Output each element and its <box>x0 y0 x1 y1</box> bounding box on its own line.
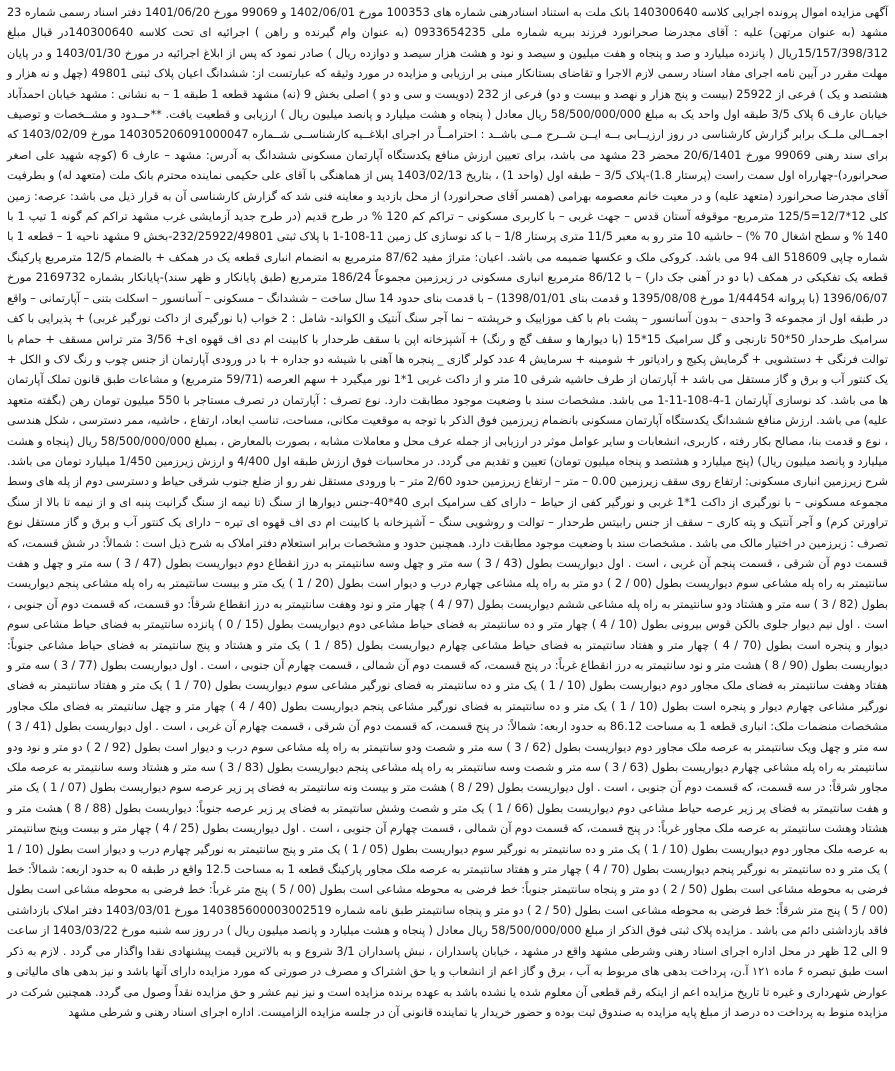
auction-notice-text: آگهی مزایده اموال پرونده اجرایی کلاسه 140300640 بانک ملت به استناد اسنادرهنی شماره های 100353 مورخ 1402/06/01 و 99069 مورخ 1401/06/20 دفتر اسناد رسمی شماره 23 مشهد (به عنوان مرتهن) علیه : آقای مجدرضا صحرانورد فرزند ببریه شماره ملی 0933654235 (به عنوان وام گیرنده و راهن ) اجرائیه ای تحت کلاسه 140300640در قبال مبلغ 15/157/398/312ریال ( پانزده میلیارد و صد و پنجاه و هفت میلیون و سیصد و نود و هشت هزار سیصد و دوازده ریال ) صادر نمود که پس از ابلاغ اجرائیه در مورخ 1403/01/30 و در پایان مهلت مقرر در آیین نامه اجرای مفاد اسناد رسمی لازم الاجرا و تقاضای بستانکار مبنی بر ارزیابی و مزایده در مورد وثیقه که عبارتست از: ششدانگ اعیان پلاک ثبتی 49801 (چهل و نه هزار و هشتصد و یک ) فرعی از 25922 (بیست و پنج هزار و نهصد و بیست و دو) فرعی از 232 (دویست و سی و دو ) اصلی بخش 9 (نه) مشهد قطعه 1 طبقه 1 – به نشانی : مشهد خیابان احمدآباد خیابان عارف 6 پلاک 3/5 طبقه اول واحد یک به مبلغ 58/500/000/000 ریال معادل ( پنجاه و هشت میلیارد و پانصد میلیون ریال ) ارزیابی و قطعیت یافت. **حــدود و مشــخصات و توصیف اجمــالی ملــک برابر گزارش کارشناسی در روز ارزیــابی بــه ایــن شــرح مــی باشــد : احترامــاً در اجرای ابلاغــیه کارشناســی شــماره 140305206091000047 مورخ 1403/02/09 که برای سند رهنی 99069 مورخ 20/6/1401 محضر 23 مشهد می باشد، برای تعیین ارزش منافع یکدستگاه آپارتمان مسکونی ششدانگ به آدرس: مشهد – عارف 6 (کوچه شهید علی اصغر صحرانورد)-چهارراه اول سمت راست (پرستار 1.8)-پلاک 3/5 – طبقه اول (واحد 1) ، بتاریخ 1403/02/13 پس از هماهنگی با آقای علی حکیمی نماینده محترم بانک ملت (متعهد له) و بطرفیت آقای مجدرضا صحرانورد (متعهد علیه) و در معیت خانم معصومه بهرامی (همسر آقای صحرانورد) از محل بازدید و معاینه فنی شد که گزارش کارشناسی آن به قرار ذیل می باشد: عرصه: زمین کلی 12*12/7=125/5 مترمربع- موقوفه آستان قدس – جهت غربی – با کاربری مسکونی – تراکم کم 120 % در طرح قدیم (در طرح جدید آزمایشی غرب مشهد تراکم کم گونه 1 تیپ 1 با 140 % و سطح اشغال 70 %) – حاشیه 10 متر رو به معبر 11/5 متری پرستار 1/8 – با کد نوسازی کل زمین 11-108-1 با پلاک ثبتی 232/25922/49801-بخش 9 مشهد ناحیه 1 – قطعه 1 با شماره چاپی 518609 الف 94 می باشد. کروکی ملک و عکسها ضمیمه می باشد. اعیان: متراژ مفید 87/62 مترمربع به انضمام انباری قطعه یک در همکف + بالضمام 12/5 مترمربع پارکینگ قطعه یک تفکیکی در همکف (با دو در آهنی جک دار) – با 86/12 مترمربع انباری مسکونی در زیرزمین مجموعاً 186/24 مترمربع (طبق پایانکار و ظهر سند)-پایانکار بشماره 2169732 مورخ 1396/06/07 (با پروانه 1/44454 مورخ 1395/08/08 و قدمت بنای 1398/01/01) – با قدمت بنای حدود 14 سال ساخت – ششدانگ – مسکونی – آسانسور – اسکلت بتنی – آپارتمانی – واقع در طبقه اول از مجموعه 3 واحدی – بدون آسانسور – پشت بام با کف موزاییک و خرپشته – نما آجر سنگ آنتیک و الکواند- شامل : 2 خواب (با نورگیری از داکت نورگیر غربی) + پذیرایی با کف سرامیک طرحدار 50*50 تارنجی و گل سرامیک 15*15 (با دیوارها و سقف گچ و رنگ) + آشپزخانه اپن با سقف طرحدار با کابینت ام دی اف قهوه ای+ 3/56 متر تراس مسقف + حمام با توالت فرنگی + دستشویی + گرمایش پکیج و رادیاتور + شومینه + سرمایش 4 عدد کولر گازی _ پنجره ها آهنی با شیشه دو جداره + با در ورودی آپارتمان از جنس چوب و رنگ لاک و الکل + یک کنتور آب و برق و گاز مستقل می باشد + آپارتمان از طرف حاشیه شرقی 10 متر و از داکت غربی 1*1 نور میگیرد + سهم العرصه (59/71 مترمربع) و مشاعات طبق قانون تملک آپارتمان ها می باشد. کد نوسازی آپارتمان 1-4-108-11-1 می باشد. مشخصات سند با وضعیت موجود مطابقت دارد. نوع تصرف : آپارتمان در تصرف مستاجر با 550 میلیون تومان رهن (بگفته متعهد علیه) می باشد. ارزش منافع ششدانگ یکدستگاه آپارتمان مسکونی بانضمام زیرزمین فوق الذکر با توجه به موقعیت مکانی، مساحت، تناسب ابعاد، ارتفاع ، حاشیه، ممر دسترسی ، شکل هندسی ، نوع و قدمت بنا، مصالح بکار رفته ، کاربری، انشعابات و سایر عوامل موثر در ارزیابی از جمله عرف محل و معاملات مشابه ، بصورت بالمعارض ، بمبلغ 58/500/000/000 ریال (پنجاه و هشت میلیارد و پانصد میلیون ریال) (پنج میلیارد و هشتصد و پنجاه میلیون تومان) تعیین و تقدیم می گردد. در محاسبات فوق ارزش طبقه اول 4/400 و ارزش زیرزمین 1/450 میلیارد تومان می باشد. شرح زیرزمین انباری مسکونی: ارتفاع روی سقف زیرزمین 0.00 – متر – ارتفاع زیرزمین حدود 2/60 متر – با ورودی مستقل نفر رو از ضلع جنوب شرقی حیاط و دسترسی دوم از پله های وسط مجموعه مسکونی – با نورگیری از داکت 1*1 غربی و نورگیر کفی از حیاط – دارای کف سرامیک ابری 40*40-جنس دیوارها از سنگ (تا نیمه از سنگ گرانیت پنبه ای و از نیمه تا بالا از سنگ تراورتن کرم) و آجر آنتیک و پته کاری – سقف از جنس رابیتس طرحدار – توالت و روشویی سنگ – آشپزخانه با کابینت ام دی اف قهوه ای تیره – دارای یک کنتور آب و برق و گاز مستقل نوع تصرف : زیرزمین در اختیار مالک می باشد . مشخصات سند با وضعیت موجود مطابقت دارد. همچنین حدود و مشخصات برابر استعلام دفتر املاک به شرح ذیل است : شمالاً: در شش قسمت، که قسمت دوم آن شرقی ، قسمت پنجم آن غربی ، است . اول دیواریست بطول (43 / 3 ) سه متر و چهل وسه سانتیمتر به درز انقطاع دوم دیواریست بطول (47 / 3 ) سه متر و چهل و هفت سانتیمتر به راه پله مشاعی سوم دیواریست بطول (00 / 2 ) دو متر به راه پله مشاعی چهارم درب و دیوار است بطول (20 / 1 ) یک متر و بیست سانتیمتر به راه پله مشاعی پنجم دیواریست بطول (82 / 3 ) سه متر و هشتاد ودو سانتیمتر به راه پله مشاعی ششم دیواریست بطول (97 / 4 ) چهار متر و نود وهفت سانتیمتر به درز انقطاع شرقاً: دو قسمت، که قسمت دوم آن جنوبی ، است . اول نیم دیوار جلوی بالکن قوس بیرونی بطول (10 / 4 ) چهار متر و ده سانتیمتر به فضای حیاط مشاعی دوم دیواریست بطول (15 / 0 ) پانزده سانتیمتر به فضای حیاط مشاعی سوم دیوار و پنجره است بطول (70 / 4 ) چهار متر و هفتاد سانتیمتر به فضای حیاط مشاعی چهارم دیواریست بطول (85 / 1 ) یک متر و هشتاد و پنج سانتیمتر به فضای حیاط مشاعی جنوباً: دیواریست بطول (90 / 8 ) هشت متر و نود سانتیمتر به درز انقطاع غرباً: در پنج قسمت، که قسمت دوم آن شمالی ، قسمت چهارم آن جنوبی ، است . اول دیواریست بطول (77 / 3 ) سه متر و هفتاد وهفت سانتیمتر به فضای ملک مجاور دوم دیواریست بطول (10 / 1 ) یک متر و ده سانتیمتر به فضای نورگیر مشاعی سوم دیواریست بطول (70 / 1 ) یک متر و هفتاد سانتیمتر به فضای نورگیر مشاعی چهارم دیوار و پنجره است بطول (10 / 1 ) یک متر و ده سانتیمتر به فضای نورگیر مشاعی پنجم دیواریست بطول (40 / 4 ) چهار متر و چهل سانتیمتر به فضای ملک مجاور مشخصات منضمات ملک: انباری قطعه 1 به مساحت 86.12 به حدود اربعه: شمالاً: در پنج قسمت، که قسمت دوم آن شرقی ، قسمت چهارم آن غربی ، است . اول دیواریست بطول (41 / 3 ) سه متر و چهل ویک سانتیمتر به عرصه ملک مجاور دوم دیواریست بطول (62 / 3 ) سه متر و شصت ودو سانتیمتر به راه پله مشاعی سوم درب و دیوار است بطول (92 / 2 ) دو متر و نود ودو سانتیمتر به راه پله مشاعی چهارم دیواریست بطول (63 / 3 ) سه متر و شصت وسه سانتیمتر به راه پله مشاعی پنجم دیواریست بطول (83 / 3 ) سه متر و هشتاد وسه سانتیمتر به عرصه ملک مجاور شرقاً: در سه قسمت، که قسمت دوم آن جنوبی ، است . اول دیواریست بطول (29 / 8 ) هشت متر و بیست ونه سانتیمتر به فضای پر زیر عرصه سوم دیواریست بطول (07 / 1 ) یک متر و هفت سانتیمتر به فضای پر زیر عرصه حیاط مشاعی دوم دیواریست بطول (66 / 1 ) یک متر و شصت وشش سانتیمتر به فضای پر زیر عرصه جنوباً: دیواریست بطول (88 / 8 ) هشت متر و هشتاد وهشت سانتیمتر به عرصه ملک مجاور غرباً: در پنج قسمت، که قسمت دوم آن شمالی ، قسمت چهارم آن جنوبی ، است . اول دیواریست بطول (25 / 4 ) چهار متر و بیست وپنج سانتیمتر به عرصه ملک مجاور دوم دیواریست بطول (10 / 1 ) یک متر و ده سانتیمتر به نورگیر سوم دیواریست بطول (05 / 1 ) یک متر و پنج سانتیمتر به نورگیر چهارم درب و دیوار است بطول (10 / 1 ) یک متر و ده سانتیمتر به نورگیر پنجم دیواریست بطول (70 / 4 ) چهار متر و هفتاد سانتیمتر به عرصه ملک مجاور پارکینگ قطعه 1 به مساحت 12.5 واقع در طبقه 0 به حدود اربعه: شمالاً: خط فرضی به محوطه مشاعی است بطول (50 / 2 ) دو متر و پنجاه سانتیمتر جنوباً: خط فرضی به محوطه مشاعی است بطول (00 / 5 ) پنج متر غرباً: خط فرضی به محوطه مشاعی است بطول (00 / 5 ) پنج متر شرقاً: خط فرضی به محوطه مشاعی است بطول (50 / 2 ) دو متر و پنجاه سانتیمتر طبق نامه شماره 140385600003002519 مورخ 1403/03/01 دفتر املاک بازداشتی فاقد بازداشتی دائم می باشد . مزایده پلاک ثبتی فوق الذکر از مبلغ 58/500/000/000 ریال معادل ( پنجاه و هشت میلیارد و پانصد میلیون ریال ) در روز سه شنبه مورخ 1403/03/22 از ساعت 9 الی 12 ظهر در محل اداره اجرای اسناد رهنی وشرطی مشهد واقع در مشهد ، خیابان پاسداران ، نبش پاسداران 3/1 شروع و به بالاترین قیمت پیشنهادی نقدا واگذار می گردد . لازم به ذکر است طبق تبصره ۶ ماده ۱۲۱ آ.ن، پرداخت بدهی های مربوط به آب ، برق و گاز اعم از انشعاب و یا حق اشتراک و مصرف در صورتی که مورد مزایده دارای آنها باشد و نیز بدهی های مالیاتی و عوارض شهرداری و غیره تا تاریخ مزایده اعم از اینکه رقم قطعی آن معلوم شده یا نشده باشد به عهده برنده مزایده است و نیز نیم عشر و حق مزایده نقداً وصول می گردد. همچنین شرکت در مزایده منوط به پرداخت ده درصد از مبلغ پایه مزایده به صندوق ثبت بوده و حضور خریدار یا نماینده قانونی آن در جلسه مزایده الزامیست. اداره اجرای اسناد رهنی و شرطی مشهد <box>7 6 889 1019</box>
